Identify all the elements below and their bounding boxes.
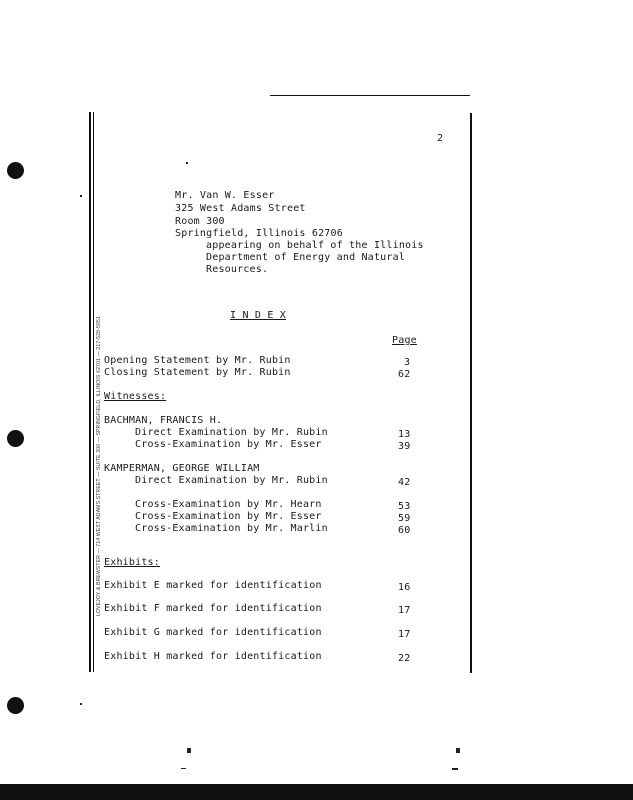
binder-hole-top [7,162,24,179]
exhibit-page: 17 [398,629,411,640]
exhibit-label: Exhibit E marked for identification [104,580,322,591]
exhibit-page: 17 [398,605,411,616]
witness-entry-label: Cross-Examination by Mr. Marlin [135,523,328,534]
scan-speck [456,748,460,753]
exhibit-label: Exhibit F marked for identification [104,603,322,614]
scan-speck [181,768,186,769]
binder-hole-middle [7,430,24,447]
page-number: 2 [437,133,444,144]
witness-entry-label: Cross-Examination by Mr. Esser [135,511,322,522]
bottom-scan-band [0,784,633,800]
witness-name: BACHMAN, FRANCIS H. [104,415,223,426]
appearance-room: Room 300 [175,216,225,227]
witness-entry-page: 60 [398,525,411,536]
side-margin-text: LOVEJOY & BREWSTER — 714 WEST ADAMS STREET — SUITE 300 — SPRINGFIELD, ILLINOIS 62701 — 217-528-5951 [96,316,102,616]
scan-speck [187,748,191,753]
exhibit-label: Exhibit H marked for identification [104,651,322,662]
scan-speck [452,768,458,770]
statement-label: Opening Statement by Mr. Rubin [104,355,291,366]
statement-label: Closing Statement by Mr. Rubin [104,367,291,378]
appearance-role-line-3: Resources. [206,264,269,275]
witness-entry-label: Direct Examination by Mr. Rubin [135,427,328,438]
side-margin-letterhead [86,286,102,616]
statement-page: 3 [404,357,411,368]
exhibit-page: 22 [398,653,411,664]
witness-entry-page: 42 [398,477,411,488]
appearance-street: 325 West Adams Street [175,203,306,214]
statement-page: 62 [398,369,411,380]
scan-speck [80,703,82,705]
witness-entry-page: 39 [398,441,411,452]
appearance-role-line-2: Department of Energy and Natural [206,252,406,263]
witness-entry-page: 13 [398,429,411,440]
binder-hole-bottom [7,697,24,714]
witness-name: KAMPERMAN, GEORGE WILLIAM [104,463,260,474]
right-margin-rule [470,113,472,673]
witness-entry-page: 59 [398,513,411,524]
witness-entry-label: Cross-Examination by Mr. Esser [135,439,322,450]
witness-entry-label: Direct Examination by Mr. Rubin [135,475,328,486]
exhibit-page: 16 [398,582,411,593]
scan-speck [186,162,188,164]
page-column-header: Page [392,335,417,346]
appearance-role-line-1: appearing on behalf of the Illinois [206,240,424,251]
exhibit-label: Exhibit G marked for identification [104,627,322,638]
appearance-name: Mr. Van W. Esser [175,190,275,201]
exhibits-heading: Exhibits: [104,557,160,568]
top-rule [270,95,470,96]
witness-entry-page: 53 [398,501,411,512]
witnesses-heading: Witnesses: [104,391,167,402]
index-title: I N D E X [230,310,286,321]
scan-speck [80,195,82,197]
appearance-city: Springfield, Illinois 62706 [175,228,343,239]
witness-entry-label: Cross-Examination by Mr. Hearn [135,499,322,510]
